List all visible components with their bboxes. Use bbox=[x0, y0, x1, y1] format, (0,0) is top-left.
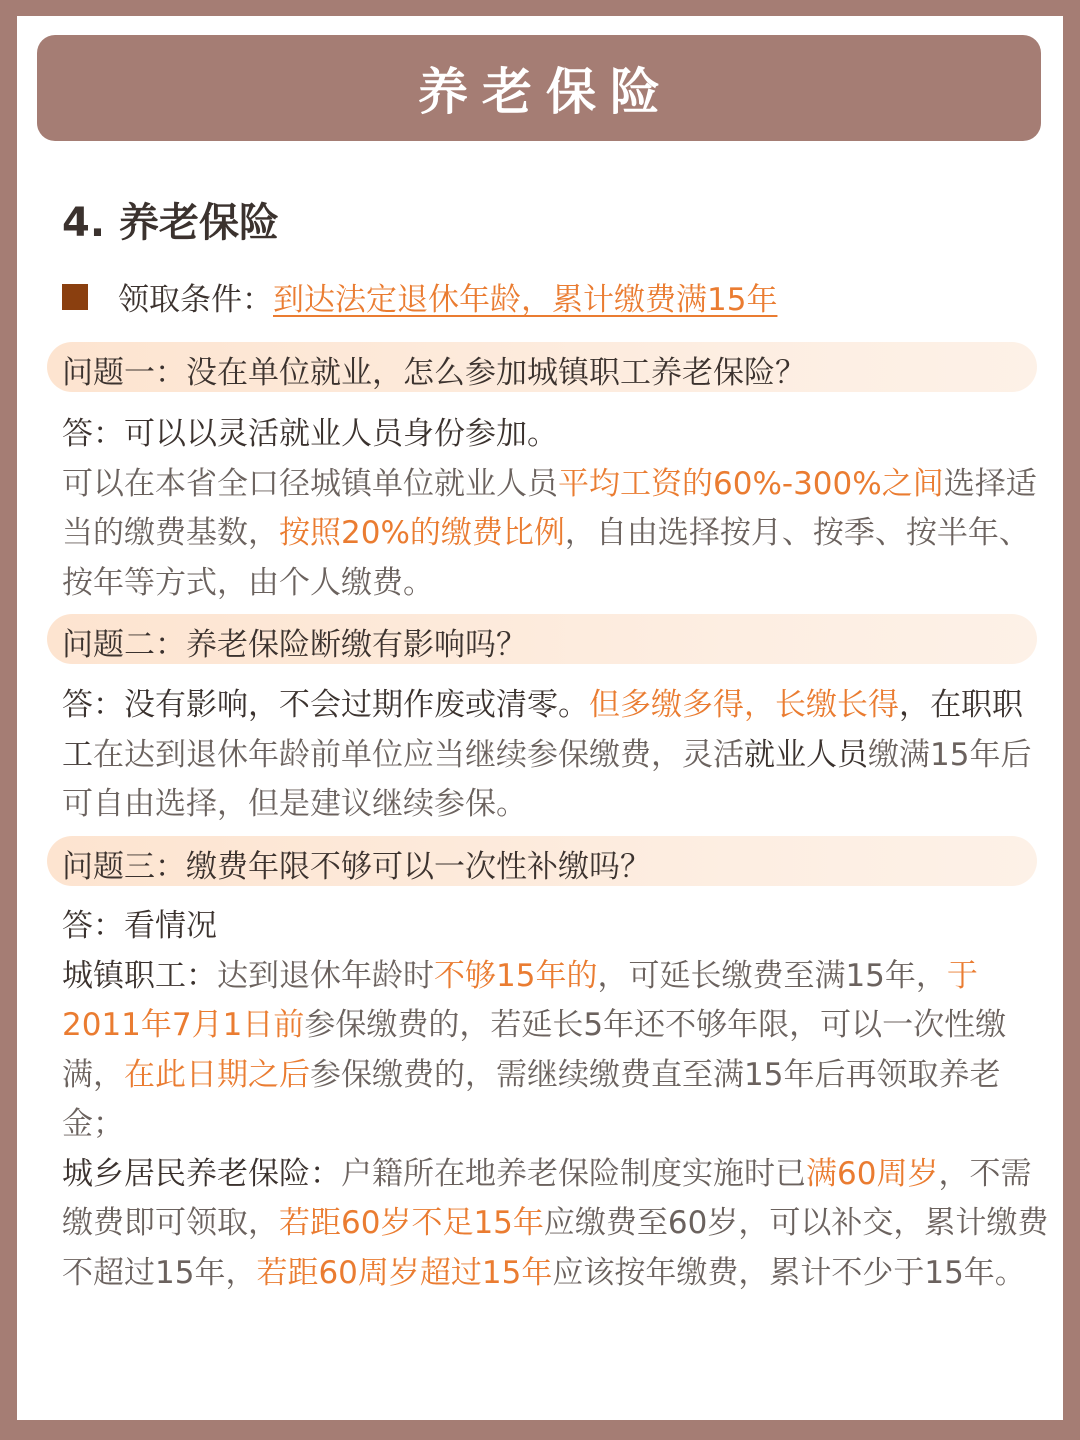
banner-title: 养老保险 bbox=[418, 63, 674, 121]
answer-1-detail-b: 平均工资的60%-300%之间 bbox=[558, 465, 944, 502]
answer-2-a: 答：没有影响，不会过期作废或清零。 bbox=[62, 687, 589, 723]
urban-f: 参保缴费的，若延长5年还不够年限，可以一次性缴满， bbox=[62, 1007, 1007, 1093]
condition-label: 领取条件： bbox=[118, 282, 273, 318]
urban-e: 于2011年7月1日前 bbox=[62, 957, 978, 1043]
answer-2-d: 在达到退休年龄前单位应当继续参保缴费，灵活 bbox=[93, 736, 744, 773]
urban-h: 参保缴费的，需继续缴费直至满15年后再领取养老金； bbox=[62, 1056, 1001, 1142]
urban-label: 城镇职工： bbox=[62, 957, 217, 994]
answer-1-detail-d: 按照20%的缴费比例 bbox=[279, 515, 565, 551]
rural-h: 应该按年缴费，累计不少于15年。 bbox=[552, 1254, 1026, 1291]
question-1-text: 问题一：没在单位就业，怎么参加城镇职工养老保险？ bbox=[62, 355, 806, 391]
answer-2-e: 就业人员 bbox=[744, 736, 868, 773]
rural-e: 若距60岁不足15年 bbox=[279, 1205, 544, 1241]
condition-line bbox=[62, 274, 777, 319]
answer-2 bbox=[62, 681, 1052, 830]
rural-b: 户籍所在地养老保险制度实施时已 bbox=[341, 1155, 806, 1192]
urban-g: 在此日期之后 bbox=[124, 1056, 310, 1093]
question-3-text: 问题三：缴费年限不够可以一次性补缴吗？ bbox=[62, 849, 651, 885]
answer-2-b: 但多缴多得，长缴长得 bbox=[589, 687, 899, 723]
answer-1-detail-c: 选择适当的缴费基数， bbox=[62, 465, 1037, 551]
answer-1 bbox=[62, 410, 1052, 608]
answer-1-detail-a: 可以在本省全口径城镇单位就业人员 bbox=[62, 465, 558, 502]
urban-c: 不够15年的 bbox=[434, 957, 598, 994]
answer-2-c: ，在职职工 bbox=[62, 687, 1023, 773]
question-2-text: 问题二：养老保险断缴有影响吗？ bbox=[62, 627, 527, 663]
urban-d: ，可延长缴费至满15年， bbox=[597, 957, 947, 994]
answer-1-summary: 答：可以以灵活就业人员身份参加。 bbox=[62, 416, 558, 452]
answer-2-f: 缴满15年后可自由选择，但是建议继续参保。 bbox=[62, 736, 1032, 822]
square-bullet-icon bbox=[62, 284, 88, 310]
answer-1-detail-e: ，自由选择按月、按季、按半年、按年等方式，由个人缴费。 bbox=[62, 515, 1030, 601]
section-heading: 4. 养老保险 bbox=[62, 200, 279, 246]
rural-label: 城乡居民养老保险： bbox=[62, 1155, 341, 1192]
answer-3 bbox=[62, 902, 1052, 1298]
answer-3-summary: 答：看情况 bbox=[62, 908, 217, 944]
rural-f: 应缴费至60岁，可以补交，累计缴费不超过15年， bbox=[62, 1205, 1049, 1291]
rural-c: 满60周岁 bbox=[806, 1155, 939, 1192]
condition-value: 到达法定退休年龄，累计缴费满15年 bbox=[273, 282, 778, 318]
urban-b: 达到退休年龄时 bbox=[217, 957, 434, 994]
content-card bbox=[17, 16, 1063, 1420]
rural-g: 若距60周岁超过15年 bbox=[256, 1254, 553, 1291]
title-banner bbox=[37, 35, 1041, 141]
rural-d: ，不需缴费即可领取， bbox=[62, 1155, 1032, 1241]
